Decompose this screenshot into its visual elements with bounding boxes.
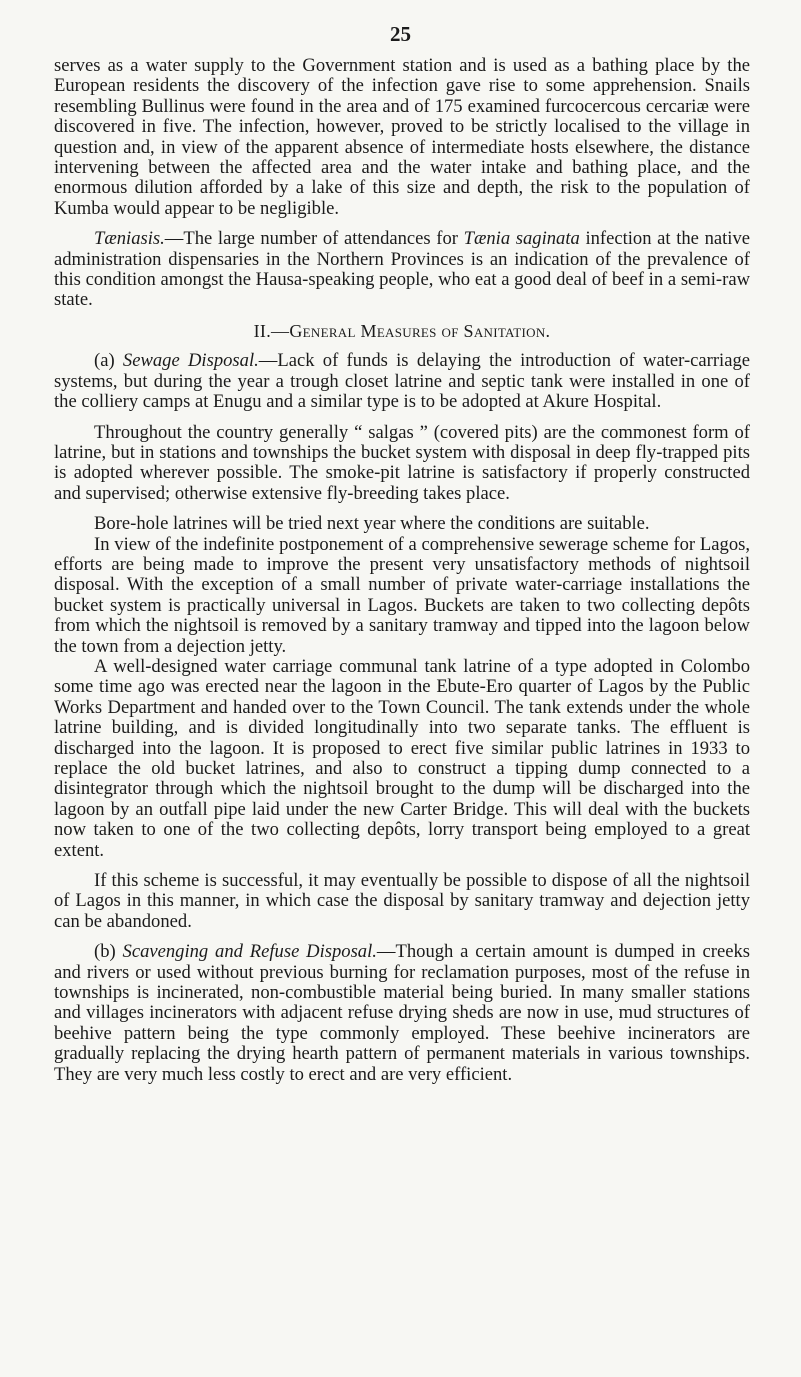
- sewage-disposal-term: Sewage Disposal.: [122, 350, 259, 372]
- taeniasis-text-b: infection at the native administration dispensaries in the Northern Provinces is an indication of the prevalence of this condition amongst the Hausa-speaking people, who eat a good deal of beef in a semi-raw state.: [54, 228, 750, 311]
- page-number: 25: [390, 22, 411, 46]
- sewage-label: (a): [94, 350, 123, 372]
- paragraph-salgas: Throughout the country generally “ salgas ” (covered pits) are the commonest form of latrine, but in stations and townships the bucket system with disposal in deep fly-trapped pits is adopted wherever possible. The smoke-pit latrine is satisfactory if properly constructed and supervised; otherwise extensive fly-breeding takes place.: [54, 421, 750, 504]
- paragraph-bore-hole: Bore-hole latrines will be tried next year where the conditions are suitable.: [94, 513, 650, 535]
- paragraph-schistosomiasis-continued: serves as a water supply to the Government station and is used as a bathing place by the European residents the discovery of the infection gave rise to some apprehension. Snails resembling Bullinus were found in the area and of 175 examined furcocercous cercariæ were discovered in five. The infection, however, proved to be strictly localised to the village in question and, in view of the apparent absence of intermediate hosts elsewhere, the distance intervening between the affected area and the water intake and bathing place, and the enormous dilution afforded by a lake of this size and depth, the risk to the population of Kumba would appear to be negligible.: [54, 55, 750, 219]
- paragraph-lagos-sewerage: In view of the indefinite postponement of a comprehensive sewerage scheme for Lagos, efforts are being made to improve the present very unsatisfactory methods of nightsoil disposal. With the exception of a small number of private water-carriage installations the bucket system is practically universal in Lagos. Buckets are taken to two collecting depôts from which the nightsoil is removed by a sanitary tramway and tipped into the lagoon below the town from a dejection jetty.: [54, 533, 750, 657]
- section-heading-title: General Measures of Sanitation.: [289, 320, 551, 341]
- scavenging-label: (b): [94, 941, 123, 963]
- paragraph-sewage-disposal: [54, 351, 750, 412]
- paragraph-scheme-success: If this scheme is successful, it may eventually be possible to dispose of all the nightsoil of Lagos in this manner, in which case the disposal by sanitary tramway and dejection jetty can be abandoned.: [54, 870, 750, 932]
- section-heading-number: II.—: [253, 320, 290, 341]
- paragraph-scavenging: [54, 942, 750, 1085]
- scavenging-text: —Though a certain amount is dumped in creeks and rivers or used without previous burning for reclamation purposes, most of the refuse in townships is incinerated, non-combustible material being buried. In many smaller stations and villages incinerators with adjacent refuse drying sheds are now in use, mud structures of beehive pattern being the type commonly employed. These beehive incinerators are gradually replacing the drying hearth pattern of permanent materials in various townships. They are very much less costly to erect and are very efficient.: [54, 941, 750, 1085]
- paragraph-communal-tank: A well-designed water carriage communal tank latrine of a type adopted in Colombo some time ago was erected near the lagoon in the Ebute-Ero quarter of Lagos by the Public Works Department and handed over to the Town Council. The tank extends under the whole latrine building, and is divided longitudinally into two separate tanks. The effluent is discharged into the lagoon. It is proposed to erect five similar public latrines in 1933 to replace the old bucket latrines, and also to construct a tipping dump connected to a disintegrator through which the nightsoil brought to the dump will be discharged into the lagoon by an outfall pipe laid under the new Carter Bridge. This will deal with the buckets now taken to one of the two collecting depôts, lorry transport being employed to a great extent.: [54, 655, 750, 861]
- taeniasis-text-a: —The large number of attendances for: [164, 228, 464, 250]
- body-text: [54, 56, 750, 1095]
- paragraph-taeniasis: [54, 229, 750, 311]
- taeniasis-term: Tæniasis.: [94, 228, 165, 250]
- taenia-saginata-term: Tænia saginata: [463, 228, 580, 250]
- section-heading: [54, 321, 750, 341]
- scavenging-term: Scavenging and Refuse Disposal.: [122, 941, 377, 963]
- sewage-disposal-text: —Lack of funds is delaying the introduction of water-carriage systems, but during the year a trough closet latrine and septic tank were installed in one of the colliery camps at Enugu and a similar type is to be adopted at Akure Hospital.: [54, 350, 750, 413]
